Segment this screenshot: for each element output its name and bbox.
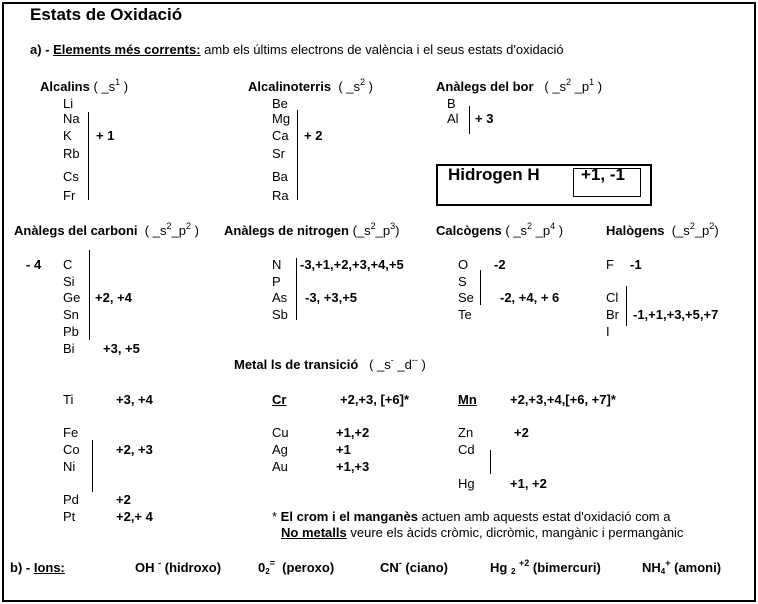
element-te: Te	[458, 307, 472, 322]
element-fe: Fe	[63, 425, 79, 440]
as-state: -3, +3,+5	[305, 290, 358, 305]
mn-state: +2,+3,+4,[+6, +7]*	[510, 392, 616, 407]
element-ti: Ti	[63, 392, 74, 407]
nitrogen-config: $(\_s^2\_p^3)$	[352, 221, 400, 238]
element-sr: Sr	[272, 146, 285, 161]
ion-hidroxo: OH - (hidroxo)	[135, 558, 222, 575]
halogens-name: Halògens	[606, 223, 665, 238]
carboni-config: ( $\_s^2\_p^2$ )	[144, 221, 199, 238]
element-pb: Pb	[63, 324, 79, 339]
alcalins-bracket	[88, 112, 89, 200]
f-state: -1	[630, 257, 642, 272]
element-ge: Ge	[63, 290, 81, 305]
au-state: +1,+3	[336, 459, 370, 474]
group-alcalins-heading	[40, 79, 128, 94]
element-zn: Zn	[458, 425, 474, 440]
element-cl: Cl	[606, 290, 619, 305]
section-a-prefix: a) -	[30, 42, 54, 57]
bor-state: + 3	[475, 111, 494, 126]
group-bor-heading	[436, 79, 602, 94]
element-li: Li	[63, 96, 74, 111]
alcalinoterris-name: Alcalinoterris	[248, 79, 332, 94]
group-calcogens-heading	[436, 223, 563, 238]
section-b-prefix: b) -	[10, 560, 34, 575]
zn-group-bracket	[490, 450, 491, 474]
note-line-2	[281, 525, 683, 540]
note-rest-1: actuen amb aquests estat d'oxidació com a	[417, 509, 671, 524]
element-fr: Fr	[63, 188, 76, 203]
group-carboni-heading	[14, 223, 199, 238]
element-o: O	[458, 257, 469, 272]
element-c: C	[63, 257, 73, 272]
element-sn: Sn	[63, 307, 79, 322]
calcogens-config: ( $\_s^2$ $\_p^4$ )	[505, 221, 564, 238]
element-s: S	[458, 274, 467, 289]
element-ni: Ni	[63, 459, 76, 474]
transicio-config: ( _s- _d-- )	[369, 355, 426, 372]
transicio-heading	[234, 357, 426, 372]
ion-bimercuri: Hg $_2$ $^{+2}$ (bimercuri)	[490, 558, 601, 576]
element-bi: Bi	[63, 341, 75, 356]
bor-bracket	[469, 106, 470, 134]
element-ag: Ag	[272, 442, 288, 457]
halogens-state: -1,+1,+3,+5,+7	[633, 307, 719, 322]
element-p: P	[272, 274, 281, 289]
page-title: Estats de Oxidació	[30, 5, 183, 24]
section-b-heading: Ions:	[33, 560, 65, 575]
element-mn: Mn	[458, 392, 477, 407]
halogens-config: $(\_s^2\_p^2)$	[671, 221, 719, 238]
element-be: Be	[272, 96, 288, 111]
element-f: F	[606, 257, 614, 272]
element-na: Na	[63, 111, 80, 126]
element-as: As	[272, 290, 288, 305]
element-si: Si	[63, 274, 75, 289]
element-cu: Cu	[272, 425, 289, 440]
carboni-state: +2, +4	[95, 290, 132, 305]
fe-group-state: +2, +3	[116, 442, 153, 457]
element-ba: Ba	[272, 169, 288, 184]
group-nitrogen-heading	[224, 223, 400, 238]
calcogens-name: Calcògens	[436, 223, 502, 238]
bor-name: Anàlegs del bor	[436, 79, 534, 94]
element-mg: Mg	[272, 111, 291, 126]
section-a-heading: Elements més corrents:	[53, 42, 201, 57]
element-i: I	[606, 324, 610, 339]
group-alcalinoterris-heading	[248, 79, 373, 94]
section-a-text: amb els últims electrons de valència i el seus estats d'oxidació	[200, 42, 564, 57]
note-rest-2: veure els àcids cròmic, dicròmic, mangànic i permangànic	[346, 525, 684, 540]
alcalins-name: Alcalins	[40, 79, 90, 94]
element-ra: Ra	[272, 188, 289, 203]
zn-state: +2	[514, 425, 529, 440]
note-line-1	[272, 509, 670, 524]
element-pt: Pt	[63, 509, 76, 524]
alcalinoterris-config: ( $\_s^2$ )	[338, 77, 373, 94]
alcalins-state: + 1	[96, 128, 115, 143]
ag-state: +1	[336, 442, 351, 457]
hg-state: +1, +2	[510, 476, 547, 491]
note-bold: El crom i el manganès	[280, 509, 418, 524]
ion-amoni: $NH_4^+$ (amoni)	[642, 558, 722, 576]
element-cs: Cs	[63, 169, 79, 184]
alcalins-config: ( $\_s^1$ )	[93, 77, 129, 94]
note-no-metalls: No metalls	[281, 525, 347, 540]
element-rb: Rb	[63, 146, 80, 161]
hidrogen-state: +1, -1	[581, 165, 625, 184]
element-hg: Hg	[458, 476, 475, 491]
nitrogen-bracket	[296, 258, 297, 320]
n-state: -3,+1,+2,+3,+4,+5	[300, 257, 404, 272]
calcogens-state: -2, +4, + 6	[500, 290, 560, 305]
element-cd: Cd	[458, 442, 475, 457]
ion-ciano: CN- (ciano)	[380, 558, 449, 575]
note-star: *	[272, 509, 281, 524]
section-a-line	[30, 42, 564, 57]
alcalinoterris-bracket	[297, 110, 298, 200]
ti-state: +3, +4	[116, 392, 153, 407]
section-b-line	[10, 560, 65, 575]
element-sb: Sb	[272, 307, 288, 322]
fe-group-bracket	[92, 440, 93, 492]
element-au: Au	[272, 459, 288, 474]
alcalinoterris-state: + 2	[304, 128, 323, 143]
element-k: K	[63, 128, 72, 143]
pd-state: +2	[116, 492, 131, 507]
group-halogens-heading	[606, 223, 719, 238]
bor-config: ( $\_s^2$ $\_p^1$ )	[544, 77, 603, 94]
element-b: B	[447, 96, 456, 111]
carboni-negative-state: - 4	[26, 257, 42, 272]
o-state: -2	[494, 257, 506, 272]
element-pd: Pd	[63, 492, 79, 507]
element-ca: Ca	[272, 128, 289, 143]
hidrogen-label: Hidrogen H	[448, 165, 540, 184]
transicio-name: Metal ls de transició	[234, 357, 359, 372]
element-al: Al	[447, 111, 459, 126]
cr-state: +2,+3, [+6]*	[340, 392, 410, 407]
element-cr: Cr	[272, 392, 287, 407]
halogens-bracket	[626, 286, 627, 326]
carboni-bracket	[89, 250, 90, 340]
element-br: Br	[606, 307, 619, 322]
bi-state: +3, +5	[103, 341, 140, 356]
ion-peroxo: $0_2^=$ (peroxo)	[258, 558, 335, 576]
cu-state: +1,+2	[336, 425, 370, 440]
carboni-name: Anàlegs del carboni	[14, 223, 138, 238]
element-n: N	[272, 257, 282, 272]
element-co: Co	[63, 442, 80, 457]
element-se: Se	[458, 290, 474, 305]
nitrogen-name: Anàlegs de nitrogen	[224, 223, 349, 238]
pt-state: +2,+ 4	[116, 509, 153, 524]
calcogens-bracket	[480, 270, 481, 305]
